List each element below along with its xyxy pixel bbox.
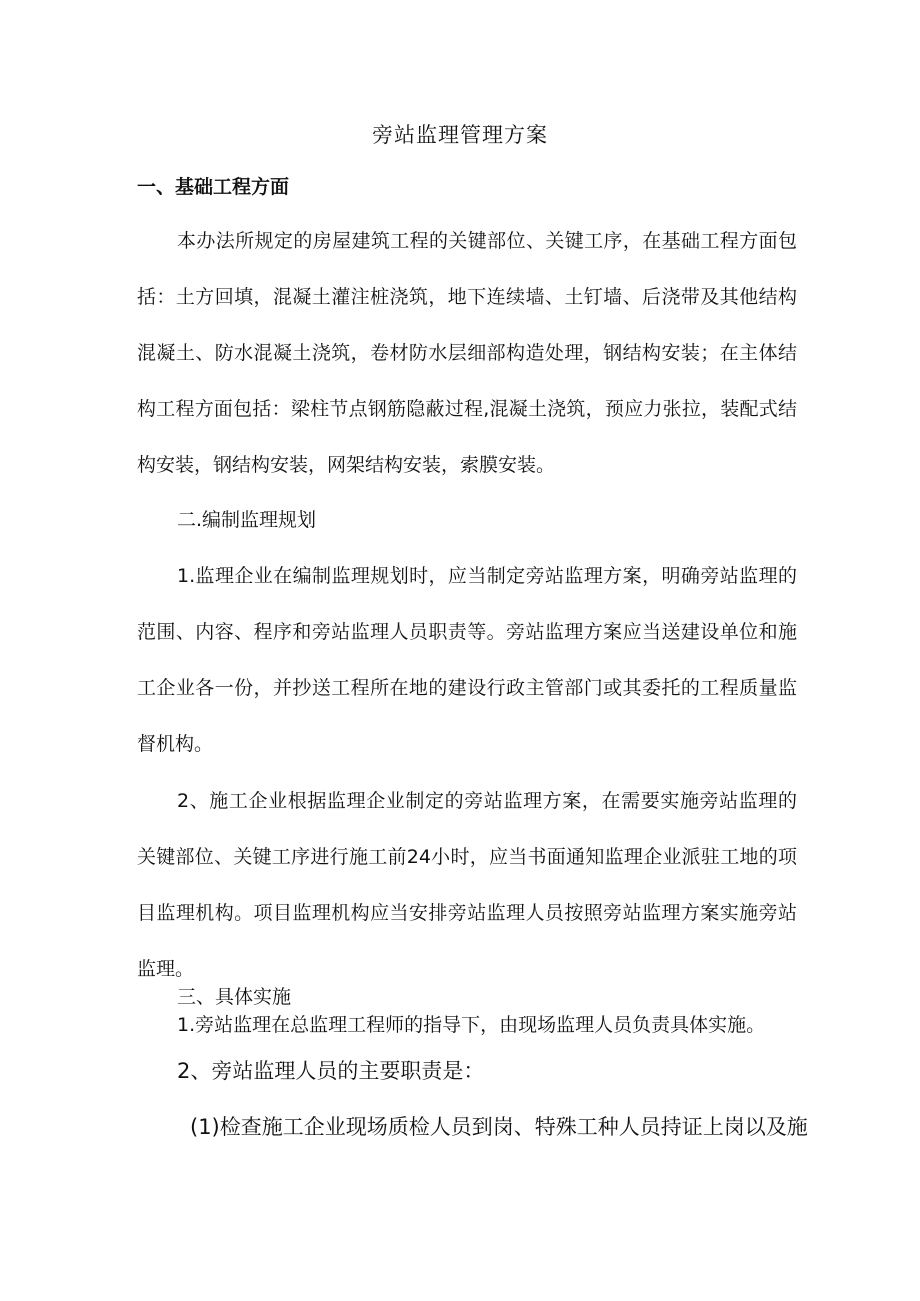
section-heading-plan: 二.编制监理规划 bbox=[177, 509, 317, 531]
paragraph-plan-item-1: 1.监理企业在编制监理规划时，应当制定旁站监理方案，明确旁站监理的范围、内容、程序和旁站监理人员职责等。旁站监理方案应当送建设单位和施工企业各一份，并抄送工程所在地的建设行政主管部门或其委托的工程质量监督机构。 bbox=[137, 565, 797, 755]
paragraph-implementation-sub-1: (1)检查施工企业现场质检人员到岗、特殊工种人员持证上岗以及施 bbox=[190, 1115, 808, 1139]
paragraph-implementation-item-1: 1.旁站监理在总监理工程师的指导下，由现场监理人员负责具体实施。 bbox=[177, 1014, 766, 1036]
document-title: 旁站监理管理方案 bbox=[372, 123, 548, 147]
paragraph-plan-item-2: 2、施工企业根据监理企业制定的旁站监理方案，在需要实施旁站监理的关键部位、关键工序进行施工前24小时，应当书面通知监理企业派驻工地的项目监理机构。项目监理机构应当安排旁站监理人员按照旁站监理方案实施旁站监理。 bbox=[137, 790, 797, 980]
section-heading-implementation: 三、具体实施 bbox=[177, 986, 292, 1008]
section-heading-foundation: 一、基础工程方面 bbox=[137, 176, 290, 198]
paragraph-foundation: 本办法所规定的房屋建筑工程的关键部位、关键工序，在基础工程方面包括：土方回填，混凝土灌注桩浇筑，地下连续墙、土钉墙、后浇带及其他结构混凝土、防水混凝土浇筑，卷材防水层细部构造处理，钢结构安装；在主体结构工程方面包括：梁柱节点钢筋隐蔽过程,混凝土浇筑，预应力张拉，装配式结构安装，钢结构安装，网架结构安装，索膜安装。 bbox=[137, 230, 797, 476]
paragraph-implementation-item-2: 2、旁站监理人员的主要职责是： bbox=[177, 1059, 485, 1083]
